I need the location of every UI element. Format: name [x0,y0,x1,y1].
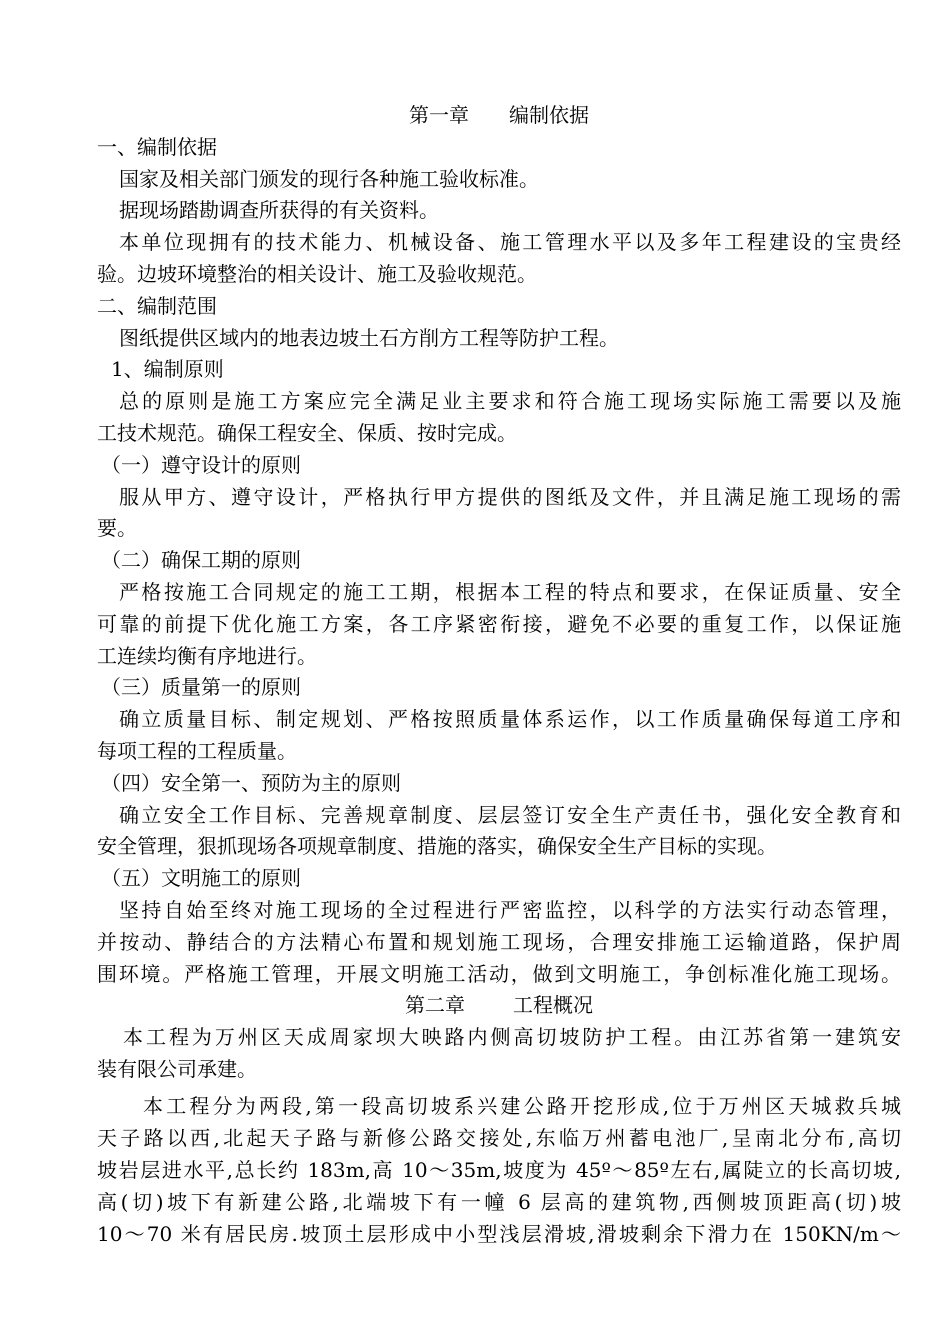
chapter-2-number: 第二章 [405,993,465,1018]
paragraph-line: 每项工程的工程质量。 [97,738,297,763]
document-body [97,100,901,1250]
chapter-2-name: 工程概况 [513,993,593,1018]
paragraph-line: 工连续均衡有序地进行。 [97,643,317,668]
paragraph-line: 10～70 米有居民房.坡顶土层形成中小型浅层滑坡,滑坡剩余下滑力在 150KN/m～ [97,1221,901,1246]
paragraph-line: 验。边坡环境整治的相关设计、施工及验收规范。 [97,261,537,286]
paragraph-line: 本单位现拥有的技术能力、机械设备、施工管理水平以及多年工程建设的宝贵经 [119,230,901,255]
paragraph-line: 严格按施工合同规定的施工工期，根据本工程的特点和要求，在保证质量、安全 [119,579,901,604]
paragraph-line: 安全管理，狠抓现场各项规章制度、措施的落实，确保安全生产目标的实现。 [97,834,777,859]
principle-d-heading: （四）安全第一、预防为主的原则 [101,770,401,795]
paragraph-line: 本工程为万州区天成周家坝大映路内侧高切坡防护工程。由江苏省第一建筑安 [123,1025,901,1050]
paragraph-line: 高(切)坡下有新建公路,北端坡下有一幢 6 层高的建筑物,西侧坡顶距高(切)坡 [97,1189,901,1214]
paragraph-line: 本工程分为两段,第一段高切坡系兴建公路开挖形成,位于万州区天城救兵城 [143,1093,901,1118]
paragraph-line: 装有限公司承建。 [97,1056,257,1081]
paragraph-line: 天子路以西,北起天子路与新修公路交接处,东临万州蓄电池厂,呈南北分布,高切 [97,1125,901,1150]
chapter-1-name: 编制依据 [509,103,589,127]
section-1-heading: 一、编制依据 [97,134,217,159]
subsection-heading: 1、编制原则 [111,357,224,382]
paragraph: 国家及相关部门颁发的现行各种施工验收标准。 [119,166,539,191]
paragraph-line: 可靠的前提下优化施工方案，各工序紧密衔接，避免不必要的重复工作，以保证施 [97,611,901,636]
section-2-heading: 二、编制范围 [97,293,217,318]
paragraph: 图纸提供区域内的地表边坡土石方削方工程等防护工程。 [119,325,619,350]
paragraph-line: 服从甲方、遵守设计，严格执行甲方提供的图纸及文件，并且满足施工现场的需 [119,484,901,509]
paragraph: 据现场踏勘调查所获得的有关资料。 [119,198,439,223]
principle-c-heading: （三）质量第一的原则 [101,675,301,700]
paragraph-line: 围环境。严格施工管理，开展文明施工活动，做到文明施工，争创标准化施工现场。 [97,961,901,986]
chapter-2-title [97,990,901,1022]
chapter-1-title [97,100,901,132]
paragraph-line: 坚持自始至终对施工现场的全过程进行严密监控，以科学的方法实行动态管理， [119,897,901,922]
paragraph-line: 要。 [97,516,137,541]
paragraph-line: 并按动、静结合的方法精心布置和规划施工现场，合理安排施工运输道路，保护周 [97,929,901,954]
paragraph-line: 总的原则是施工方案应完全满足业主要求和符合施工现场实际施工需要以及施 [119,389,901,414]
paragraph-line: 坡岩层进水平,总长约 183m,高 10～35m,坡度为 45º～85º左右,属陡立的长高切坡, [97,1157,901,1182]
principle-e-heading: （五）文明施工的原则 [101,866,301,891]
principle-a-heading: （一）遵守设计的原则 [101,452,301,477]
overview-paragraph [97,1090,901,1250]
principle-b-heading: （二）确保工期的原则 [101,548,301,573]
paragraph-line: 确立安全工作目标、完善规章制度、层层签订安全生产责任书，强化安全教育和 [119,802,901,827]
paragraph-line: 工技术规范。确保工程安全、保质、按时完成。 [97,420,517,445]
chapter-1-number: 第一章 [409,103,469,127]
paragraph-line: 确立质量目标、制定规划、严格按照质量体系运作，以工作质量确保每道工序和 [119,707,901,732]
